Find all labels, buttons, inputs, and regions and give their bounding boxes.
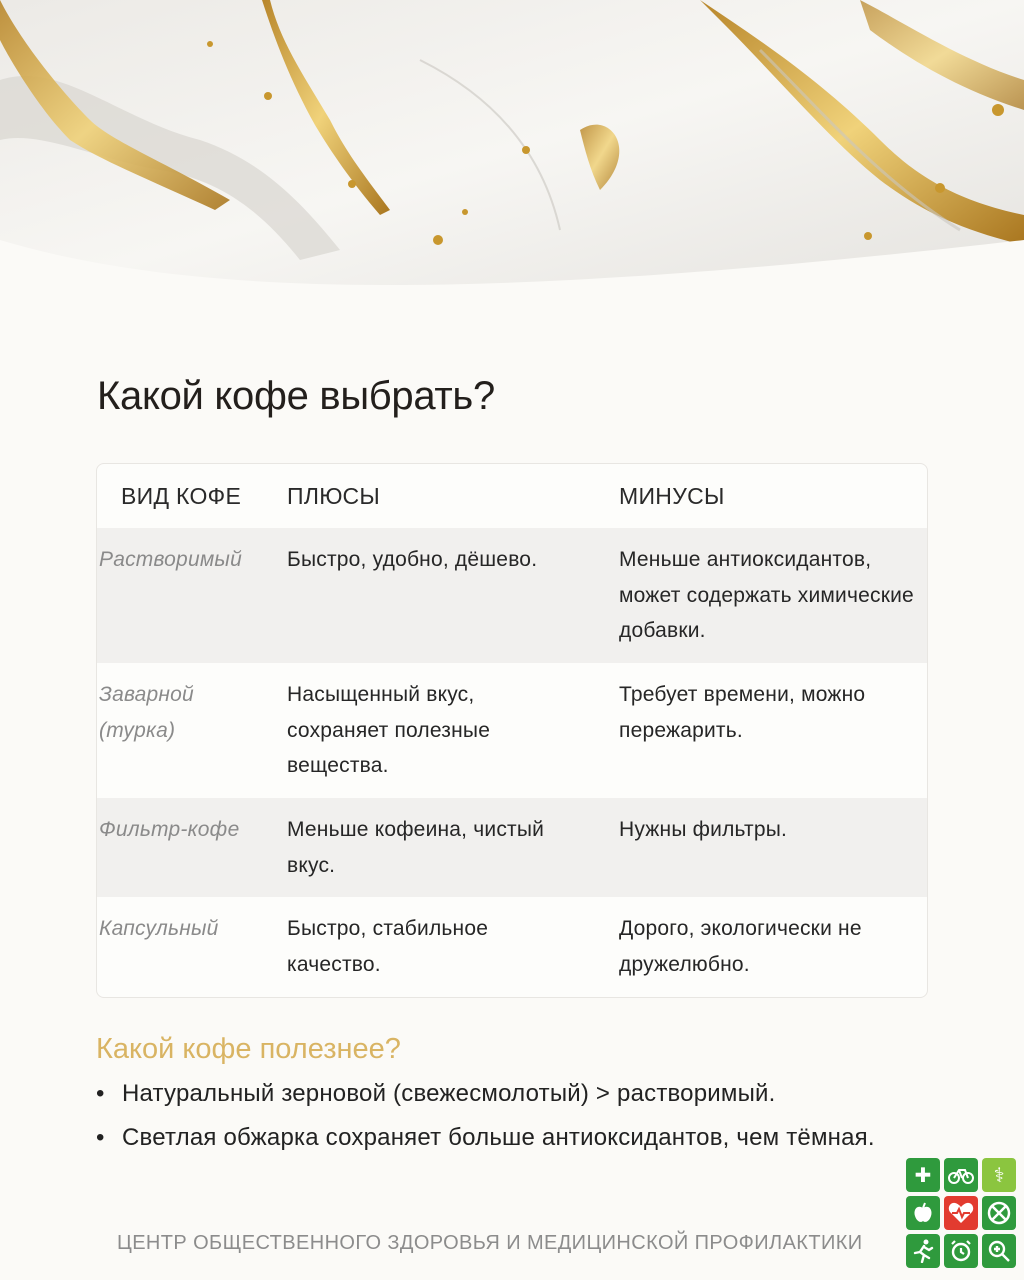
column-header-type: ВИД КОФЕ bbox=[121, 483, 242, 509]
row-pros: Меньше кофеина, чистый вкус. bbox=[287, 818, 545, 877]
bicycle-icon bbox=[944, 1158, 978, 1192]
table-row bbox=[97, 897, 927, 997]
page-title: Какой кофе выбрать? bbox=[97, 374, 495, 418]
plus-icon: ✚ bbox=[906, 1158, 940, 1192]
apple-icon bbox=[906, 1196, 940, 1230]
section-subtitle: Какой кофе полезнее? bbox=[96, 1033, 401, 1065]
running-icon bbox=[906, 1234, 940, 1268]
list-item bbox=[96, 1116, 875, 1160]
row-cons: Дорого, экологически не дружелюбно. bbox=[619, 917, 862, 976]
organization-logo bbox=[906, 1158, 1018, 1270]
bullet-list bbox=[96, 1072, 875, 1160]
row-cons: Нужны фильтры. bbox=[619, 818, 788, 841]
row-type: Заварной (турка) bbox=[99, 683, 194, 742]
row-pros: Быстро, стабильное качество. bbox=[287, 917, 489, 976]
table-row bbox=[97, 798, 927, 897]
row-cons: Меньше антиоксидантов, может содержать химические добавки. bbox=[619, 548, 914, 642]
magnifier-icon bbox=[982, 1234, 1016, 1268]
list-item-text: Светлая обжарка сохраняет больше антиоксидантов, чем тёмная. bbox=[122, 1124, 875, 1151]
row-pros: Насыщенный вкус, сохраняет полезные вещества. bbox=[287, 683, 491, 777]
marble-header-image bbox=[0, 0, 1024, 300]
no-smoking-icon bbox=[982, 1196, 1016, 1230]
row-cons: Требует времени, можно пережарить. bbox=[619, 683, 866, 742]
table-row bbox=[97, 663, 927, 798]
table-header-row bbox=[97, 464, 927, 528]
column-header-pros: ПЛЮСЫ bbox=[287, 483, 381, 509]
row-type: Растворимый bbox=[99, 548, 242, 571]
row-type: Фильтр-кофе bbox=[99, 818, 240, 841]
column-header-cons: МИНУСЫ bbox=[619, 483, 725, 509]
list-item bbox=[96, 1072, 875, 1116]
coffee-comparison-table bbox=[96, 463, 928, 998]
row-type: Капсульный bbox=[99, 917, 219, 940]
bullet-icon: • bbox=[96, 1124, 105, 1151]
table-row bbox=[97, 528, 927, 663]
alarm-clock-icon bbox=[944, 1234, 978, 1268]
bullet-icon: • bbox=[96, 1080, 105, 1107]
list-item-text: Натуральный зерновой (свежесмолотый) > растворимый. bbox=[122, 1080, 776, 1107]
footer-organization-name: ЦЕНТР ОБЩЕСТВЕННОГО ЗДОРОВЬЯ И МЕДИЦИНСКОЙ ПРОФИЛАКТИКИ bbox=[117, 1232, 863, 1254]
heartbeat-icon bbox=[944, 1196, 978, 1230]
row-pros: Быстро, удобно, дёшево. bbox=[287, 548, 538, 571]
caduceus-icon: ⚕ bbox=[982, 1158, 1016, 1192]
